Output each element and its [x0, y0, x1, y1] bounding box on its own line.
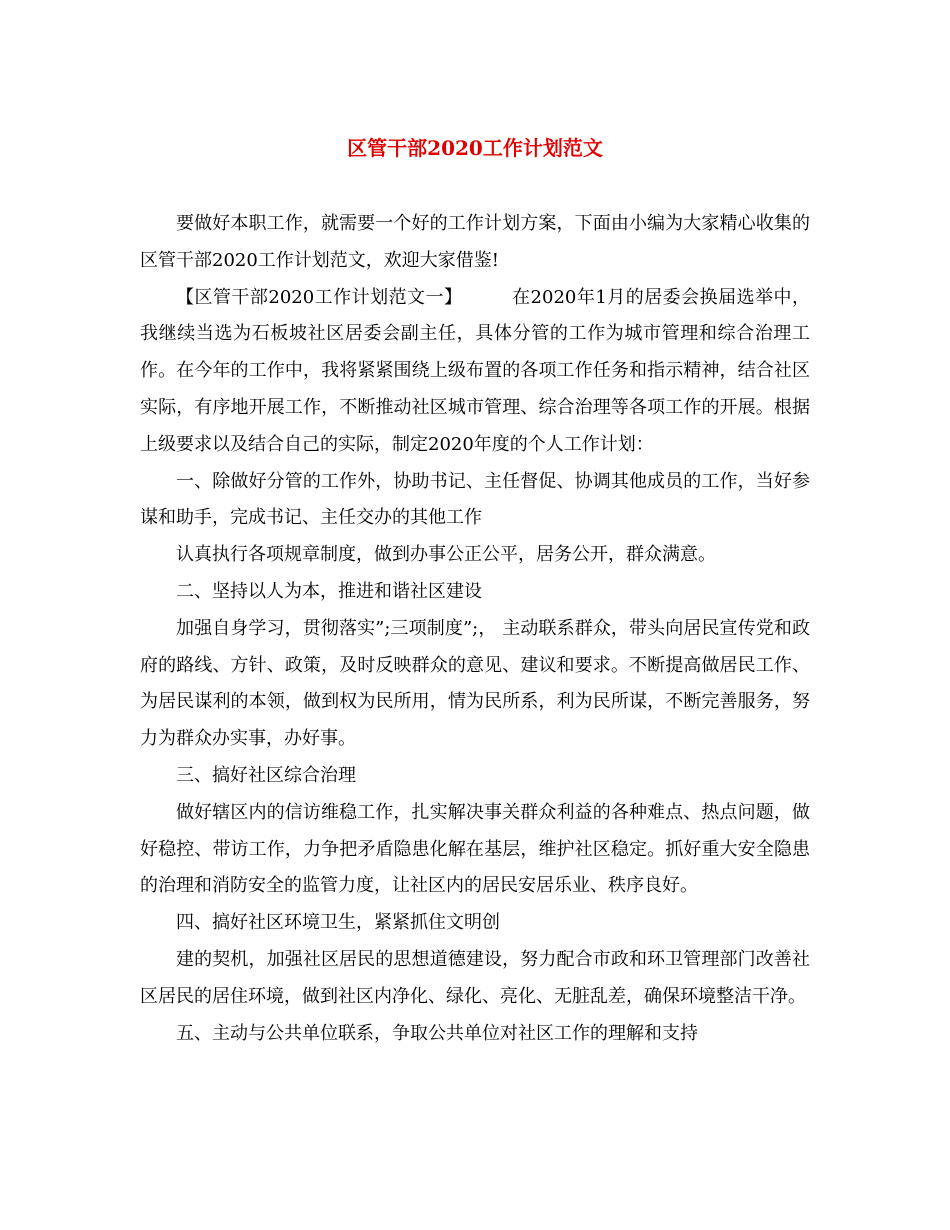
- item-two-detail: 加强自身学习，贯彻落实”;三项制度”;， 主动联系群众，带头向居民宣传党和政府的路线、方针、政策，及时反映群众的意见、建议和要求。不断提高做居民工作、为居民谋利的本领，做到权为民所用，情为民所系，利为民所谋，不断完善服务，努力为群众办实事，办好事。: [140, 617, 810, 750]
- item-four-heading: 四、搞好社区环境卫生，紧紧抓住文明创: [176, 912, 500, 934]
- document-title: 区管干部2020工作计划范文: [347, 136, 603, 160]
- item-five-heading: 五、主动与公共单位联系，争取公共单位对社区工作的理解和支持: [176, 1022, 698, 1044]
- section-one-paragraph: [140, 280, 810, 464]
- section-one-text: 在2020年1月的居委会换届选举中，我继续当选为石板坡社区居委会副主任，具体分管的工作为城市管理和综合治理工作。在今年的工作中，我将紧紧围绕上级布置的各项工作任务和指示精神，结合社区实际，有序地开展工作，不断推动社区城市管理、综合治理等各项工作的开展。根据上级要求以及结合自己的实际，制定2020年度的个人工作计划：: [140, 286, 811, 455]
- section-one-heading: 【区管干部2020工作计划范文一】: [176, 286, 463, 308]
- item-two-heading: 二、坚持以人为本，推进和谐社区建设: [176, 580, 482, 602]
- document-body: [140, 206, 810, 1052]
- item-four-detail: 建的契机，加强社区居民的思想道德建设，努力配合市政和环卫管理部门改善社区居民的居住环境，做到社区内净化、绿化、亮化、无脏乱差，确保环境整洁干净。: [140, 948, 810, 1007]
- item-one-paragraph: 一、除做好分管的工作外，协助书记、主任督促、协调其他成员的工作，当好参谋和助手，完成书记、主任交办的其他工作: [140, 470, 810, 529]
- intro-paragraph: 要做好本职工作，就需要一个好的工作计划方案，下面由小编为大家精心收集的区管干部2020工作计划范文，欢迎大家借鉴!: [140, 213, 810, 271]
- item-three-heading: 三、搞好社区综合治理: [176, 764, 356, 786]
- item-one-detail: 认真执行各项规章制度，做到办事公正公平，居务公开，群众满意。: [176, 544, 716, 566]
- item-three-detail: 做好辖区内的信访维稳工作，扎实解决事关群众利益的各种难点、热点问题，做好稳控、带访工作，力争把矛盾隐患化解在基层，维护社区稳定。抓好重大安全隐患的治理和消防安全的监管力度，让社区内的居民安居乐业、秩序良好。: [140, 801, 810, 897]
